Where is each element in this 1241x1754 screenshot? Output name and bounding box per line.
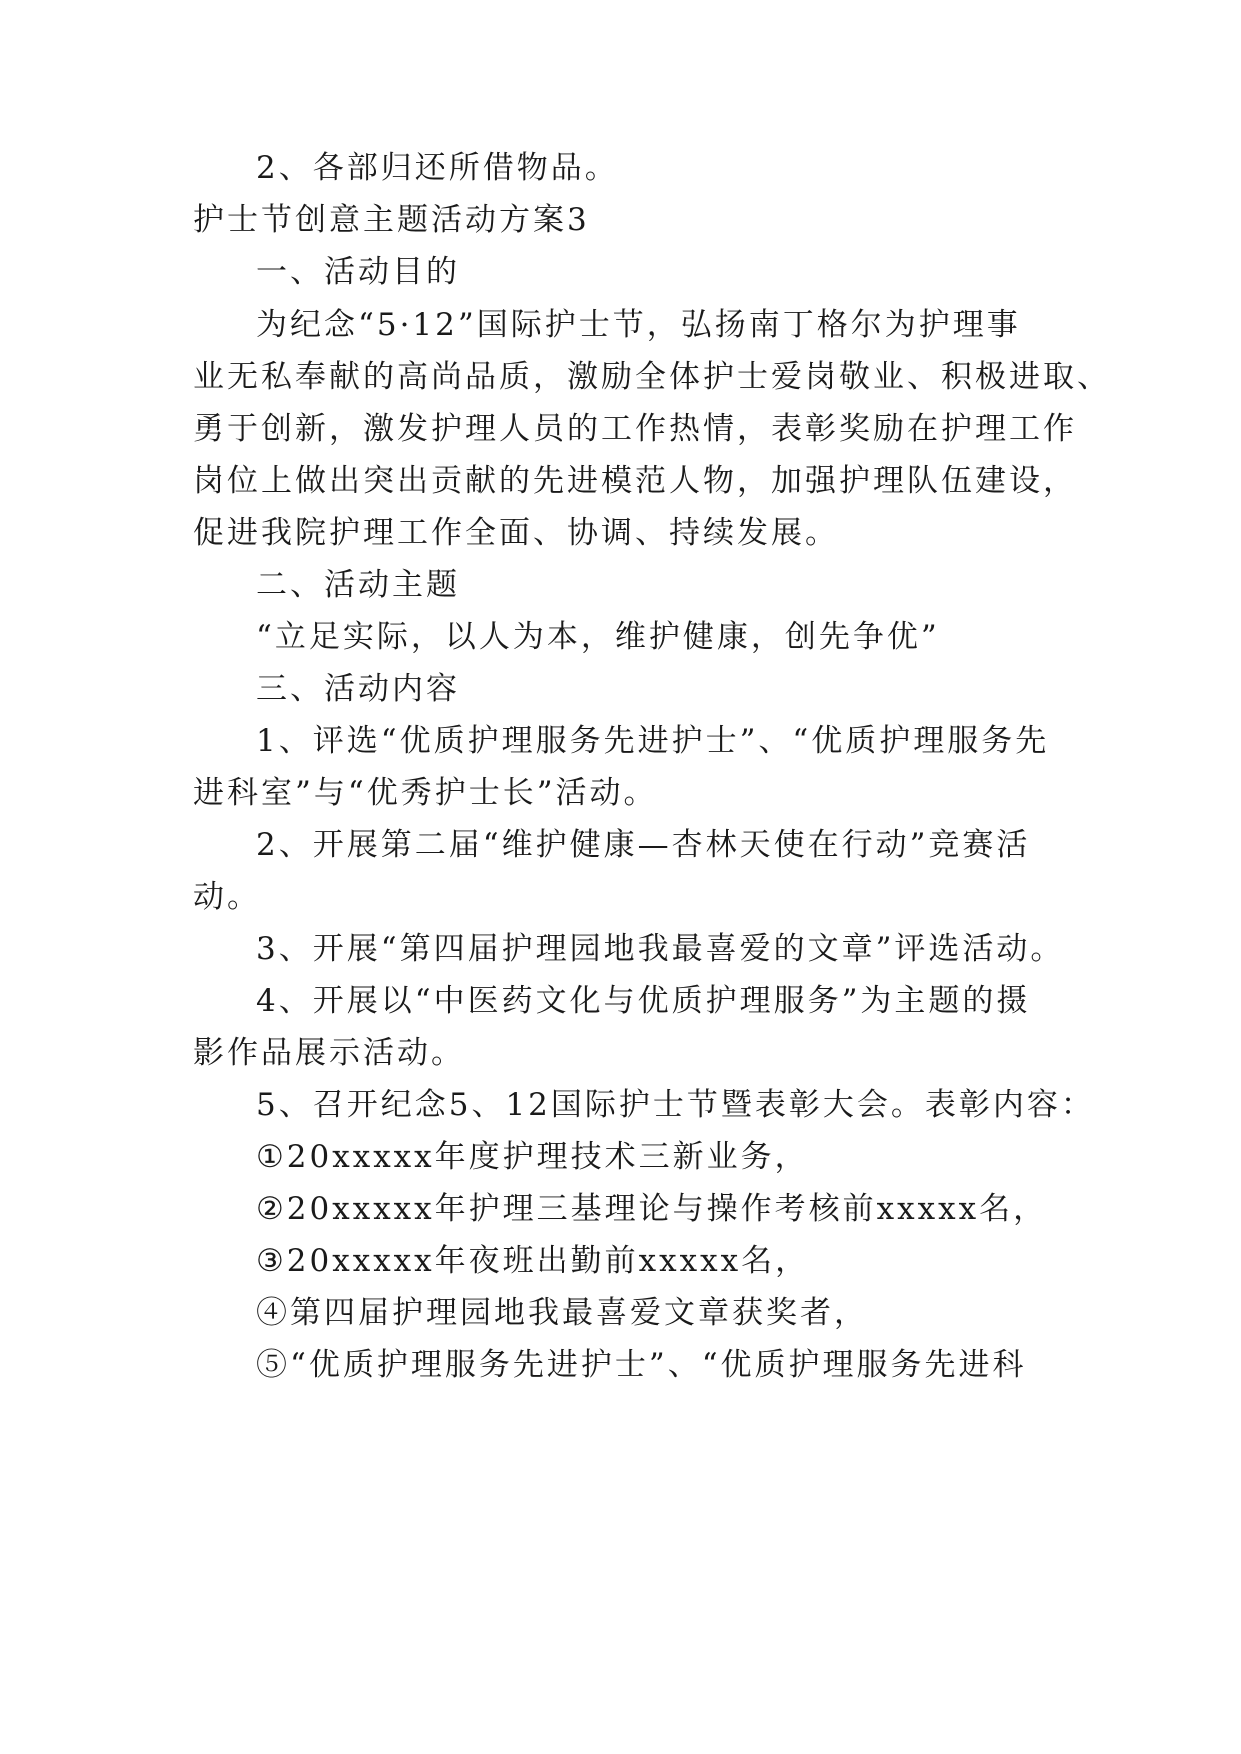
list-item-line: 动。	[193, 879, 261, 915]
heading-purpose: 一、活动目的	[256, 254, 460, 290]
list-item-line: 进科室”与“优秀护士长”活动。	[193, 775, 658, 811]
theme-text: “立足实际，以人为本，维护健康，创先争优”	[256, 619, 940, 655]
list-item-line: 影作品展示活动。	[193, 1035, 465, 1071]
text-line-1: 2、各部归还所借物品。	[256, 150, 619, 186]
award-item: ①20xxxxx年度护理技术三新业务，	[256, 1139, 809, 1175]
award-item: ③20xxxxx年夜班出勤前xxxxx名，	[256, 1243, 810, 1279]
list-item-line: 2、开展第二届“维护健康—杏林天使在行动”竞赛活	[256, 827, 1031, 863]
list-item-line: 1、评选“优质护理服务先进护士”、“优质护理服务先	[256, 723, 1050, 759]
heading-content: 三、活动内容	[256, 671, 460, 707]
list-item-line: 5、召开纪念5、12国际护士节暨表彰大会。表彰内容：	[256, 1087, 1095, 1123]
paragraph-line: 为纪念“5·12”国际护士节，弘扬南丁格尔为护理事	[256, 307, 1021, 343]
paragraph-line: 业无私奉献的高尚品质，激励全体护士爱岗敬业、积极进取、	[193, 359, 1111, 395]
award-item: ⑤“优质护理服务先进护士”、“优质护理服务先进科	[256, 1347, 1027, 1383]
award-item: ②20xxxxx年护理三基理论与操作考核前xxxxx名，	[256, 1191, 1048, 1227]
list-item-line: 4、开展以“中医药文化与优质护理服务”为主题的摄	[256, 983, 1031, 1019]
list-item-line: 3、开展“第四届护理园地我最喜爱的文章”评选活动。	[256, 931, 1065, 967]
award-item: ④第四届护理园地我最喜爱文章获奖者，	[256, 1295, 868, 1331]
paragraph-line: 岗位上做出突出贡献的先进模范人物，加强护理队伍建设，	[193, 463, 1077, 499]
heading-theme: 二、活动主题	[256, 567, 460, 603]
paragraph-line: 促进我院护理工作全面、协调、持续发展。	[193, 515, 839, 551]
section-title: 护士节创意主题活动方案3	[193, 202, 590, 238]
paragraph-line: 勇于创新，激发护理人员的工作热情，表彰奖励在护理工作	[193, 411, 1077, 447]
